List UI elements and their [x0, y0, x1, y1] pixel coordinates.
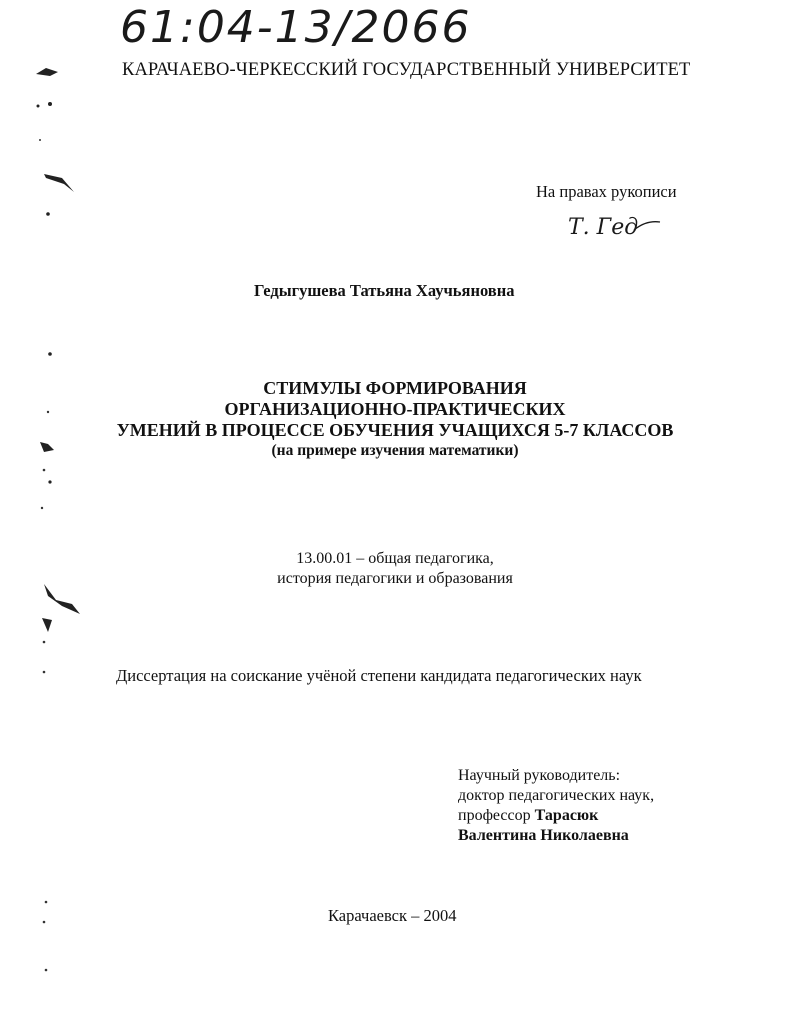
- author-name: Гедыгушева Татьяна Хаучьяновна: [254, 281, 515, 300]
- advisor-surname: Тарасюк: [534, 807, 599, 824]
- speck-2: [37, 105, 40, 108]
- signature-text: Т. Гед: [568, 215, 639, 240]
- dissertation-title: [90, 378, 700, 460]
- speck-18: [43, 921, 46, 924]
- speck-4: [39, 139, 41, 141]
- speck-6: [46, 212, 50, 216]
- speck-3: [48, 102, 52, 106]
- catalog-code-text: 61:04-13/2066: [120, 2, 472, 52]
- speck-19: [45, 969, 48, 972]
- speck-13: [44, 584, 80, 614]
- title-line-1: СТИМУЛЫ ФОРМИРОВАНИЯ: [263, 378, 527, 398]
- city-and-year: Карачаевск – 2004: [328, 906, 457, 925]
- handwritten-catalog-code: [118, 2, 518, 52]
- title-line-3: УМЕНИЙ В ПРОЦЕССЕ ОБУЧЕНИЯ УЧАЩИХСЯ 5-7 КЛАССОВ: [116, 420, 674, 440]
- speck-9: [40, 442, 54, 452]
- speck-12: [41, 507, 43, 509]
- speck-14: [42, 618, 52, 632]
- advisor-name: Валентина Николаевна: [458, 827, 629, 844]
- title-subtitle: (на примере изучения математики): [271, 442, 519, 459]
- manuscript-rights-note: На правах рукописи: [536, 182, 677, 201]
- speck-17: [45, 901, 48, 904]
- advisor-rank: профессор: [458, 807, 531, 824]
- advisor-role: Научный руководитель:: [458, 767, 621, 784]
- specialty-line-2: история педагогики и образования: [277, 570, 513, 587]
- speck-5: [44, 174, 74, 192]
- specialty-code: [190, 549, 600, 589]
- advisor-rank-line: [458, 806, 654, 826]
- specialty-line-1: 13.00.01 – общая педагогика,: [296, 550, 494, 567]
- speck-11: [48, 480, 51, 483]
- university-name: КАРАЧАЕВО-ЧЕРКЕССКИЙ ГОСУДАРСТВЕННЫЙ УНИВЕРСИТЕТ: [122, 60, 691, 80]
- scientific-advisor: [458, 766, 654, 846]
- speck-10: [43, 469, 46, 472]
- speck-8: [47, 411, 49, 413]
- author-signature: [564, 208, 664, 248]
- advisor-degree: доктор педагогических наук,: [458, 787, 655, 804]
- degree-statement: Диссертация на соискание учёной степени кандидата педагогических наук: [116, 666, 642, 685]
- speck-1: [36, 68, 58, 76]
- advisor-full-name: [458, 826, 654, 846]
- speck-15: [43, 641, 46, 644]
- speck-16: [43, 671, 46, 674]
- scan-artifacts: [0, 0, 120, 1028]
- speck-7: [48, 352, 52, 356]
- title-line-2: ОРГАНИЗАЦИОННО-ПРАКТИЧЕСКИХ: [224, 399, 566, 419]
